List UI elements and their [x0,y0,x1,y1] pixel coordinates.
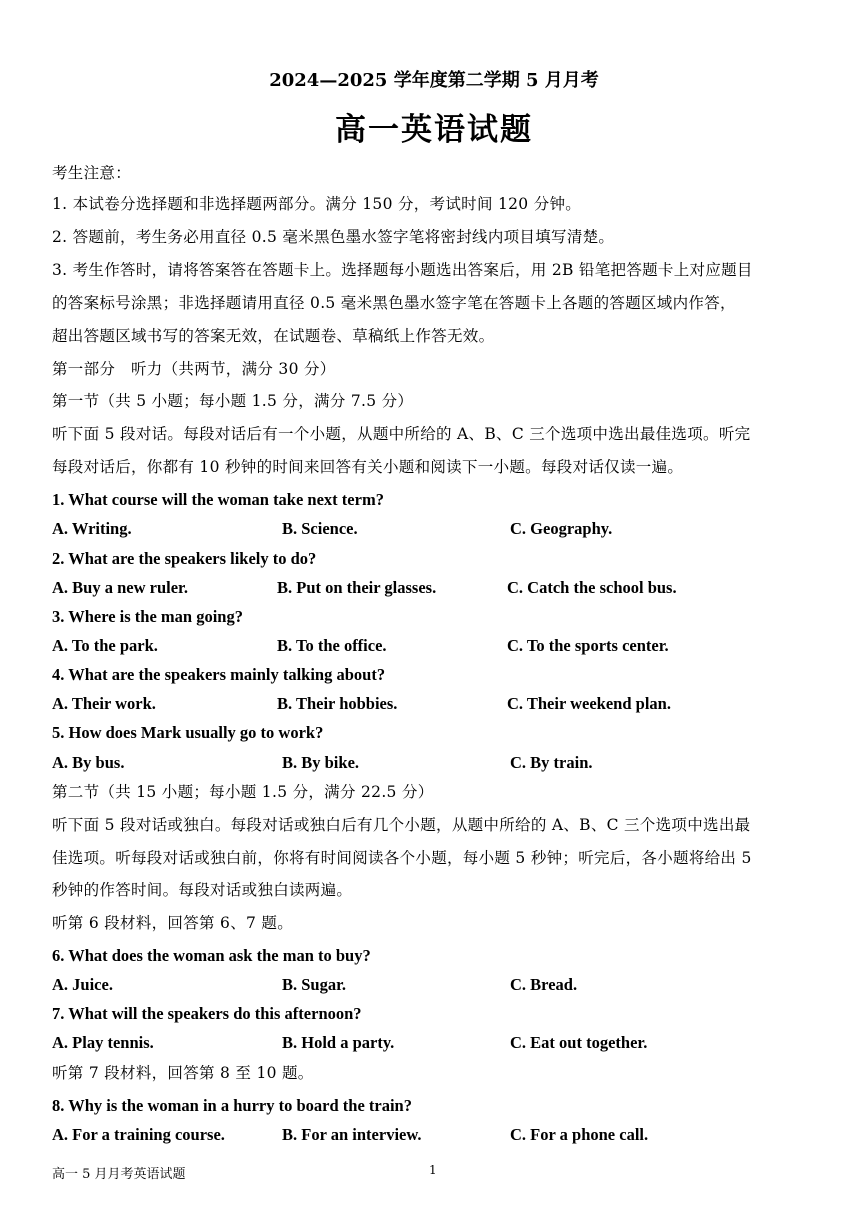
section-title: 第一节（共 5 小题；每小题 1.5 分，满分 7.5 分） [52,392,414,410]
option-c: C. To the sports center. [507,636,669,655]
option-b: B. Hold a party. [282,1033,395,1052]
exam-subtitle: 2024—2025 学年度第二学期 5 月月考 [269,70,599,91]
option-a: A. Buy a new ruler. [52,578,188,597]
question-stem: 8. Why is the woman in a hurry to board the train? [52,1096,412,1115]
section-instructions: 秒钟的作答时间。每段对话或独白读两遍。 [52,881,353,899]
notice-line: 2. 答题前，考生务必用直径 0.5 毫米黑色墨水签字笔将密封线内项目填写清楚。 [52,228,615,246]
footer-exam-name: 高一 5 月月考英语试题 [52,1167,186,1182]
option-c: C. Eat out together. [510,1033,648,1052]
question-stem: 5. How does Mark usually go to work? [52,723,324,742]
page-number: 1 [429,1163,437,1177]
notice-heading: 考生注意： [52,164,132,182]
part-title: 第一部分 听力（共两节，满分 30 分） [52,360,336,378]
option-a: A. Play tennis. [52,1033,154,1052]
option-b: B. To the office. [277,636,387,655]
option-b: B. Their hobbies. [277,694,398,713]
option-a: A. By bus. [52,753,125,772]
option-a: A. Their work. [52,694,156,713]
option-c: C. Catch the school bus. [507,578,677,597]
section-instructions: 佳选项。听每段对话或独白前，你将有时间阅读各个小题，每小题 5 秒钟；听完后，各小题将给出 5 [52,849,752,867]
section-instructions: 听下面 5 段对话或独白。每段对话或独白后有几个小题，从题中所给的 A、B、C 三个选项中选出最 [52,816,751,834]
question-stem: 3. Where is the man going? [52,607,243,626]
question-stem: 2. What are the speakers likely to do? [52,549,317,568]
option-c: C. By train. [510,753,593,772]
option-b: B. Sugar. [282,975,347,994]
notice-line: 3. 考生作答时，请将答案答在答题卡上。选择题每小题选出答案后，用 2B 铅笔把答题卡上对应题目 [52,261,753,279]
option-a: A. Juice. [52,975,113,994]
option-a: A. Writing. [52,519,132,538]
question-stem: 7. What will the speakers do this afternoon? [52,1004,362,1023]
material-heading: 听第 6 段材料，回答第 6、7 题。 [52,914,293,932]
notice-line: 的答案标号涂黑；非选择题请用直径 0.5 毫米黑色墨水签字笔在答题卡上各题的答题区域内作答， [52,294,736,312]
option-b: B. By bike. [282,753,360,772]
section-title: 第二节（共 15 小题；每小题 1.5 分，满分 22.5 分） [52,783,434,801]
exam-title: 高一英语试题 [335,112,533,148]
section-instructions: 听下面 5 段对话。每段对话后有一个小题，从题中所给的 A、B、C 三个选项中选出最佳选项。听完 [52,425,751,443]
section-instructions: 每段对话后，你都有 10 秒钟的时间来回答有关小题和阅读下一小题。每段对话仅读一遍。 [52,458,684,476]
notice-line: 超出答题区域书写的答案无效，在试题卷、草稿纸上作答无效。 [52,327,495,345]
question-stem: 1. What course will the woman take next term? [52,490,384,509]
option-a: A. For a training course. [52,1125,225,1144]
option-c: C. Bread. [510,975,578,994]
question-stem: 4. What are the speakers mainly talking about? [52,665,386,684]
option-a: A. To the park. [52,636,158,655]
option-b: B. Put on their glasses. [277,578,437,597]
option-c: C. For a phone call. [510,1125,649,1144]
question-stem: 6. What does the woman ask the man to buy? [52,946,371,965]
option-b: B. Science. [282,519,358,538]
option-c: C. Their weekend plan. [507,694,671,713]
notice-line: 1. 本试卷分选择题和非选择题两部分。满分 150 分，考试时间 120 分钟。 [52,195,582,213]
option-c: C. Geography. [510,519,613,538]
material-heading: 听第 7 段材料，回答第 8 至 10 题。 [52,1064,314,1082]
option-b: B. For an interview. [282,1125,422,1144]
